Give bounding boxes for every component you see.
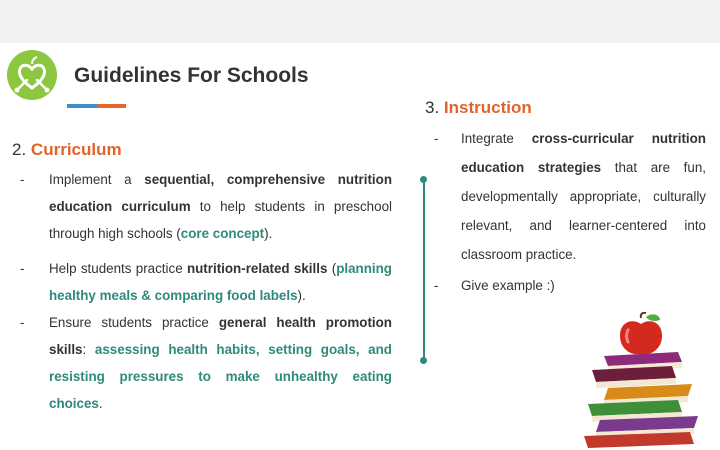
item-text: (: [327, 261, 337, 276]
item-text: that are fun, developmentally appropriate, culturally relevant, and learner-centered into classroom practice.: [461, 160, 706, 262]
item-highlight: planning healthy meals & comparing food labels: [49, 261, 392, 303]
timeline-line: [423, 180, 425, 361]
item-text: Help students practice: [49, 261, 187, 276]
item-emphasis: general health promotion skills: [49, 315, 392, 357]
apple-on-books-icon: [574, 312, 708, 450]
list-item: [20, 309, 392, 417]
curriculum-number: 2.: [12, 140, 27, 159]
page-title: Guidelines For Schools: [74, 64, 309, 87]
item-text: :: [82, 342, 95, 357]
item-highlight: core concept: [180, 226, 265, 241]
list-item: [434, 271, 706, 300]
title-underline-blue: [67, 104, 97, 108]
instruction-list: [434, 124, 706, 300]
bullet-dash: -: [434, 278, 439, 293]
item-text: .: [98, 396, 103, 411]
item-text: Ensure students practice: [49, 315, 219, 330]
bullet-dash: -: [20, 261, 25, 276]
bullet-dash: -: [434, 131, 439, 146]
item-text: Integrate: [461, 131, 532, 146]
item-text: ).: [264, 226, 273, 241]
instruction-heading: [425, 98, 532, 118]
item-text: Give example :): [461, 278, 555, 293]
item-emphasis: nutrition-related skills: [186, 261, 328, 276]
timeline-dot-top: [420, 176, 427, 183]
bullet-dash: -: [20, 315, 25, 330]
curriculum-heading: [12, 140, 122, 160]
item-highlight: assessing health habits, setting goals, and resisting pressures to make unhealthy eating choices: [49, 342, 392, 411]
timeline-dot-bottom: [420, 357, 427, 364]
bullet-dash: -: [20, 172, 25, 187]
top-bar: [0, 0, 720, 43]
heart-apple-logo-icon: [7, 50, 57, 100]
item-emphasis: cross-curricular nutrition education strategies: [461, 131, 706, 175]
item-emphasis: sequential, comprehensive nutrition education curriculum: [49, 172, 393, 214]
list-item: [20, 166, 392, 247]
curriculum-list: [20, 166, 392, 417]
list-item: [434, 124, 706, 269]
list-item: [20, 255, 392, 309]
curriculum-heading-text: Curriculum: [30, 140, 122, 159]
item-text: ).: [297, 288, 306, 303]
instruction-heading-text: Instruction: [443, 98, 532, 117]
title-underline-orange: [97, 104, 126, 108]
item-text: to help students in preschool through high schools (: [49, 199, 392, 241]
item-text: Implement a: [49, 172, 145, 187]
instruction-number: 3.: [425, 98, 440, 117]
